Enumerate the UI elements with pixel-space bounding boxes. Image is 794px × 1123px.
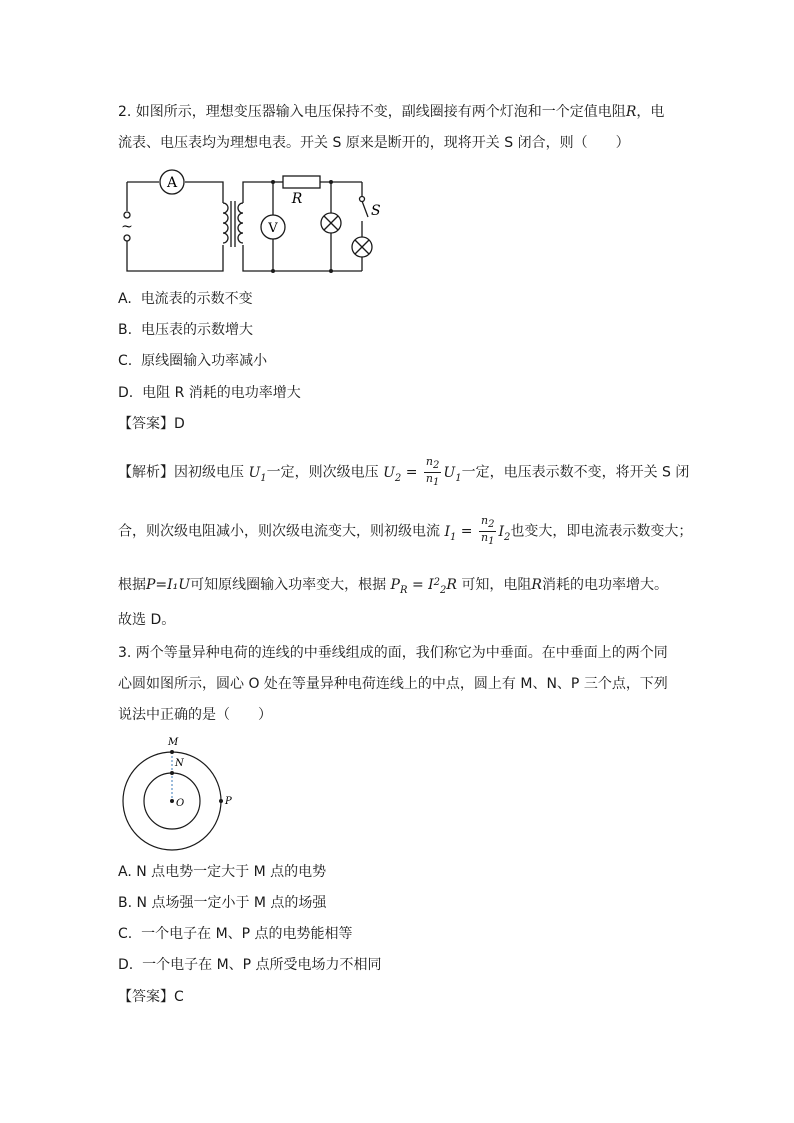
q2-option-c: C. 原线圈输入功率减小 (118, 353, 268, 369)
svg-text:P: P (225, 796, 232, 807)
q3-concentric-circles-figure (115, 730, 245, 855)
q2-answer: 【答案】D (118, 416, 185, 432)
q2-stem-line1: 2. 如图所示，理想变压器输入电压保持不变，副线圈接有两个灯泡和一个定值电阻R，电 (118, 104, 665, 120)
q3-answer: 【答案】C (118, 989, 184, 1005)
point-m (170, 750, 174, 754)
q2-analysis-line1: 【解析】因初级电压 $U_1$一定，则次级电压 $U_2$ = $\frac{n_2}{n_1}$ $U_1$一定，电压表示数不变，将开关 S 闭 (118, 455, 690, 489)
q2-conclusion: 故选 D。 (118, 612, 176, 628)
q3-stem-line2: 心圆如图所示，圆心 O 处在等量异种电荷连线上的中点，圆上有 M、N、P 三个点，下列 (118, 676, 668, 692)
q2-option-a: A. 电流表的示数不变 (118, 291, 253, 307)
resistor-label: R (291, 191, 303, 207)
q3-option-b: B. N 点场强一定小于 M 点的场强 (118, 895, 327, 911)
switch-label: S (371, 203, 381, 219)
q2-option-b: B. 电压表的示数增大 (118, 322, 253, 338)
q3-stem-line1: 3. 两个等量异种电荷的连线的中垂线组成的面，我们称它为中垂面。在中垂面上的两个同 (118, 645, 668, 661)
point-n (170, 771, 174, 775)
q2-option-d: D. 电阻 R 消耗的电功率增大 (118, 385, 301, 401)
svg-text:O: O (176, 798, 185, 809)
q3-option-d: D. 一个电子在 M、P 点所受电场力不相同 (118, 957, 382, 973)
ammeter-label: A (166, 175, 178, 191)
point-o (170, 799, 174, 803)
svg-text:N: N (175, 758, 184, 769)
q2-analysis-line2: 合，则次级电阻减小，则次级电流变大，则初级电流 $I_1$ = $\frac{n_2}{n_1}$ $I_2$也变大，即电流表示数变大； (118, 514, 693, 548)
q2-stem-line2: 流表、电压表均为理想电表。开关 S 原来是断开的，现将开关 S 闭合，则（ ） (118, 135, 630, 151)
point-p (219, 799, 223, 803)
q3-option-c: C. 一个电子在 M、P 点的电势能相等 (118, 926, 353, 942)
voltmeter-label: V (268, 221, 278, 236)
source-label: ~ (121, 219, 133, 235)
q3-option-a: A. N 点电势一定大于 M 点的电势 (118, 864, 327, 880)
svg-text:M: M (168, 737, 179, 748)
q2-analysis-line3: 根据P=I₁U可知原线圈输入功率变大，根据 $P_R = I_{22}R$ 可知，电阻R消耗的电功率增大。 (118, 576, 668, 596)
q3-stem-line3: 说法中正确的是（ ） (118, 707, 272, 723)
q2-circuit-diagram (115, 165, 381, 275)
